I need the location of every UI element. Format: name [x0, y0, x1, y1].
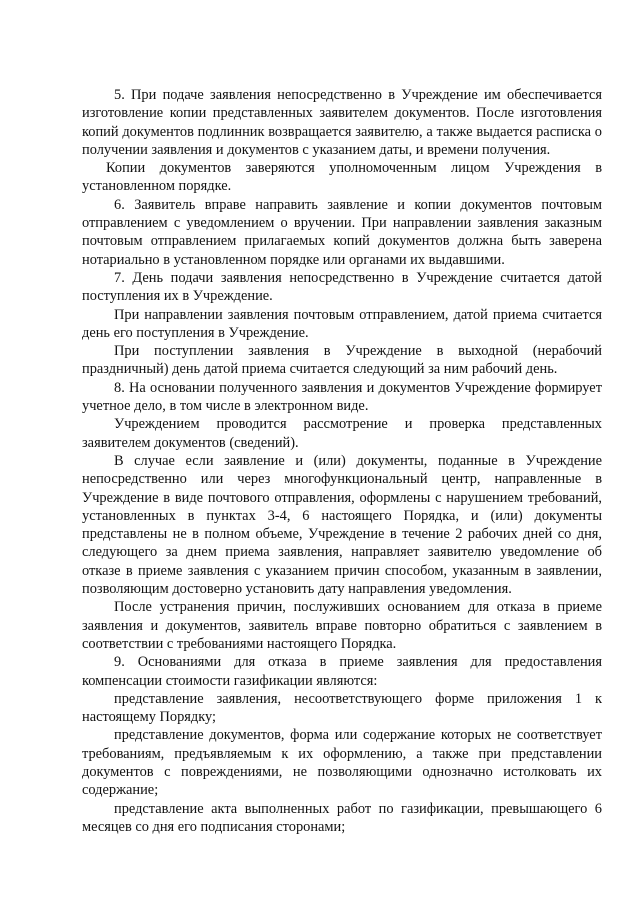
paragraph-copies-certified: Копии документов заверяются уполномоченным лицом Учреждения в установленном порядке. — [82, 160, 602, 195]
paragraph-reason-act: представление акта выполненных работ по газификации, превышающего 6 месяцев со дня его подписания сторонами; — [82, 800, 602, 835]
paragraph-review: Учреждением проводится рассмотрение и проверка представленных заявителем документов (сведений). — [82, 416, 602, 451]
paragraph-postal-date: При направлении заявления почтовым отправлением, датой приема считается день его поступления в Учреждение. — [82, 306, 602, 341]
paragraph-resubmission: После устранения причин, послуживших основанием для отказа в приеме заявления и документов, заявитель вправе повторно обратиться с заявлением в соответствии с требованиями настоящего Порядка. — [82, 599, 602, 652]
paragraph-7: 7. День подачи заявления непосредственно в Учреждение считается датой поступления их в Учреждение. — [82, 269, 602, 305]
paragraph-reason-form: представление заявления, несоответствующего форме приложения 1 к настоящему Порядку; — [82, 690, 602, 726]
paragraph-reason-documents: представление документов, форма или содержание которых не соответствует требованиям, предъявляемым к их оформлению, а также при представлении документов с повреждениями, не позволяющими однозначно истолковать их содержание; — [82, 727, 602, 799]
paragraph-8: 8. На основании полученного заявления и документов Учреждение формирует учетное дело, в том числе в электронном виде. — [82, 379, 602, 415]
document-page — [82, 86, 602, 836]
paragraph-holiday-date: При поступлении заявления в Учреждение в выходной (нерабочий праздничный) день датой приема считается следующий за ним рабочий день. — [82, 343, 602, 378]
paragraph-6: 6. Заявитель вправе направить заявление и копии документов почтовым отправлением с уведомлением о вручении. При направлении заявления заказным почтовым отправлением прилагаемых копий документов должна быть заверена нотариально в установленном порядке или органами их выдавшими. — [82, 196, 602, 268]
paragraph-9: 9. Основаниями для отказа в приеме заявления для предоставления компенсации стоимости газификации являются: — [82, 654, 602, 689]
paragraph-violation-notice: В случае если заявление и (или) документы, поданные в Учреждение непосредственно или через многофункциональный центр, направленные в Учреждение в виде почтового отправления, оформлены с нарушением требований, установленных в пунктах 3-4, 6 настоящего Порядка, и (или) документы представлены не в полном объеме, Учреждение в течение 2 рабочих дней со дня, следующего за днем приема заявления, направляет заявителю уведомление об отказе в приеме заявления с указанием причин способом, указанным в заявлении, позволяющим достоверно установить дату направления уведомления. — [82, 452, 602, 598]
paragraph-5: 5. При подаче заявления непосредственно в Учреждение им обеспечивается изготовление копии представленных заявителем документов. После изготовления копий документов подлинник возвращается заявителю, а также выдается расписка о получении заявления и документов с указанием даты, и времени получения. — [82, 87, 602, 158]
